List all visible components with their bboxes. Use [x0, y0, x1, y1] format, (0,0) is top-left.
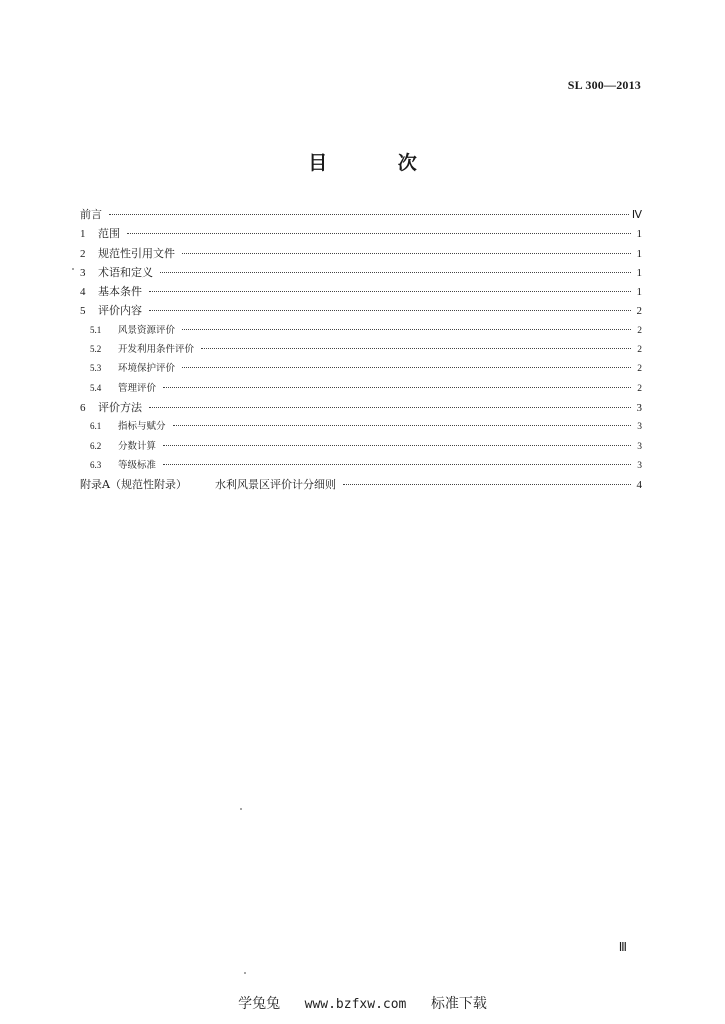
- footer-site-name: 学兔兔: [238, 996, 281, 1012]
- toc-entry-number: 2: [80, 247, 86, 260]
- scan-speck: [240, 808, 242, 810]
- toc-entry-appendix[interactable]: [80, 476, 642, 495]
- toc-dot-leader: [343, 484, 631, 485]
- toc-entry[interactable]: [80, 302, 642, 321]
- toc-title: 目 次: [308, 152, 449, 174]
- toc-entry-page: 3: [636, 401, 642, 414]
- toc-entry[interactable]: [80, 399, 642, 418]
- toc-entry-page: 3: [637, 441, 642, 452]
- toc-dot-leader: [163, 387, 631, 388]
- toc-dot-leader: [160, 272, 631, 273]
- toc-entry-number: 5.3: [90, 363, 102, 374]
- toc-entry-number: 3: [80, 266, 86, 279]
- toc-entry-number: 5: [80, 305, 86, 318]
- toc-entry[interactable]: [80, 225, 642, 244]
- toc-dot-leader: [163, 445, 631, 446]
- toc-dot-leader: [201, 348, 631, 349]
- toc-dot-leader: [149, 291, 631, 292]
- toc-entry-number: 6: [80, 401, 86, 414]
- toc-entry[interactable]: [80, 206, 642, 225]
- appendix-label: 水利风景区评价计分细则: [214, 478, 336, 492]
- toc-entry[interactable]: [80, 264, 642, 283]
- toc-entry-label: 评价内容: [98, 304, 142, 318]
- toc-entry-label: 前言: [80, 208, 102, 221]
- toc-entry-label: 评价方法: [98, 400, 142, 414]
- toc-entry-number: 6.3: [90, 459, 102, 470]
- toc-dot-leader: [149, 310, 631, 311]
- toc-entry-label: 规范性引用文件: [98, 246, 175, 260]
- toc-entry-label: 基本条件: [98, 285, 142, 299]
- document-code: SL 300—2013: [567, 78, 641, 92]
- toc-entry[interactable]: [80, 341, 642, 360]
- toc-entry-label: 术语和定义: [98, 265, 153, 279]
- toc-entry[interactable]: [80, 322, 642, 341]
- footer-url[interactable]: www.bzfxw.com: [304, 997, 407, 1012]
- toc-entry-label: 管理评价: [118, 382, 157, 394]
- toc-entry[interactable]: [80, 438, 642, 457]
- toc-dot-leader: [182, 367, 631, 368]
- toc-entry-page: 1: [636, 228, 642, 241]
- toc-entry-number: 4: [80, 286, 86, 299]
- appendix-page: 4: [636, 479, 642, 492]
- page-number: Ⅲ: [618, 940, 627, 954]
- toc-entry-label: 分数计算: [118, 440, 157, 452]
- toc-entry-number: 1: [80, 228, 86, 241]
- toc-entry-label: 风景资源评价: [118, 324, 176, 336]
- toc-entry[interactable]: [80, 457, 642, 476]
- toc-entry-number: 5.2: [90, 344, 102, 355]
- toc-dot-leader: [163, 464, 631, 465]
- table-of-contents: [80, 206, 642, 495]
- footer-watermark: [0, 993, 725, 1013]
- scan-speck: [244, 972, 246, 974]
- toc-entry-page: Ⅳ: [631, 209, 642, 221]
- toc-dot-leader: [127, 233, 631, 234]
- toc-dot-leader: [109, 214, 629, 215]
- toc-entry-number: 5.1: [90, 324, 102, 335]
- toc-entry-page: 2: [637, 383, 642, 394]
- toc-entry[interactable]: [80, 283, 642, 302]
- toc-dot-leader: [173, 425, 631, 426]
- toc-entry-label: 范围: [98, 227, 120, 241]
- toc-entry-page: 2: [637, 325, 642, 336]
- toc-entry[interactable]: [80, 245, 642, 264]
- toc-entry-number: 6.1: [90, 421, 102, 432]
- toc-entry-number: 6.2: [90, 440, 102, 451]
- scan-speck: [72, 268, 74, 270]
- toc-entry-page: 2: [637, 345, 642, 356]
- toc-entry-page: 2: [637, 364, 642, 375]
- toc-entry-page: 1: [636, 247, 642, 260]
- appendix-prefix: 附录A（规范性附录）: [80, 478, 187, 492]
- toc-entry-label: 等级标准: [118, 459, 157, 471]
- toc-entry-label: 开发利用条件评价: [118, 344, 195, 356]
- toc-entry-label: 指标与赋分: [118, 421, 166, 433]
- toc-entry-page: 2: [636, 305, 642, 318]
- toc-entry[interactable]: [80, 380, 642, 399]
- toc-entry-page: 1: [636, 286, 642, 299]
- toc-entry-page: 1: [636, 266, 642, 279]
- toc-entry[interactable]: [80, 418, 642, 437]
- toc-entry[interactable]: [80, 360, 642, 379]
- toc-dot-leader: [182, 253, 631, 254]
- toc-dot-leader: [149, 407, 631, 408]
- toc-entry-page: 3: [637, 422, 642, 433]
- toc-dot-leader: [182, 329, 631, 330]
- toc-entry-page: 3: [637, 460, 642, 471]
- footer-tagline: 标准下载: [430, 996, 487, 1012]
- toc-entry-number: 5.4: [90, 382, 102, 393]
- toc-entry-label: 环境保护评价: [118, 363, 176, 375]
